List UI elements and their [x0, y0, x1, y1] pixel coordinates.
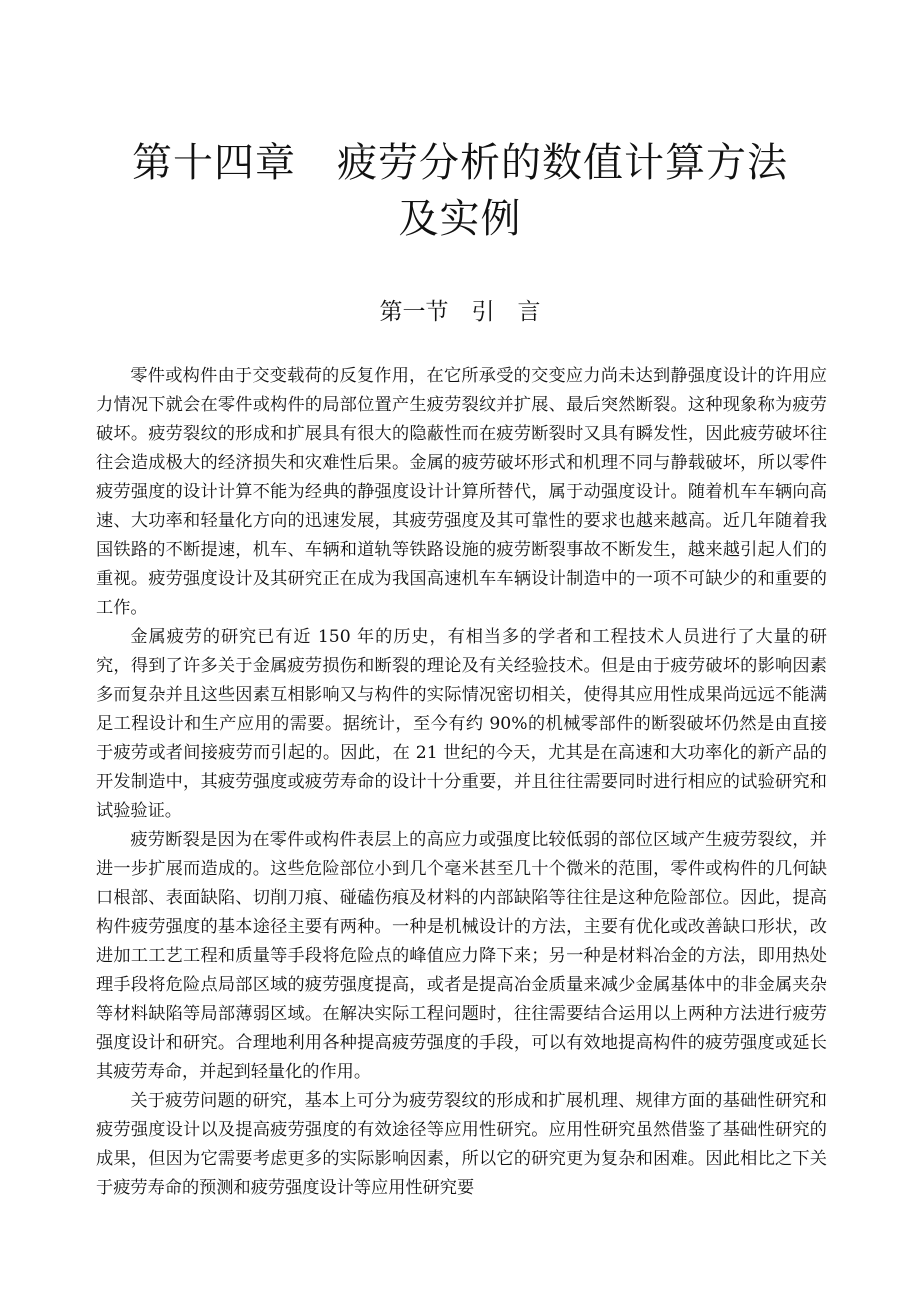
section-title: 第一节 引 言: [379, 299, 541, 325]
chapter-title: [100, 135, 820, 247]
body-text: [96, 362, 827, 1203]
paragraph-1: 零件或构件由于交变载荷的反复作用，在它所承受的交变应力尚未达到静强度设计的许用应力情况下就会在零件或构件的局部位置产生疲劳裂纹并扩展、最后突然断裂。这种现象称为疲劳破坏。疲劳裂纹的形成和扩展具有很大的隐蔽性而在疲劳断裂时又具有瞬发性，因此疲劳破坏往往会造成极大的经济损失和灾难性后果。金属的疲劳破坏形式和机理不同与静载破坏，所以零件疲劳强度的设计计算不能为经典的静强度设计计算所替代，属于动强度设计。随着机车车辆向高速、大功率和轻量化方向的迅速发展，其疲劳强度及其可靠性的要求也越来越高。近几年随着我国铁路的不断提速，机车、车辆和道轨等铁路设施的疲劳断裂事故不断发生，越来越引起人们的重视。疲劳强度设计及其研究正在成为我国高速机车车辆设计制造中的一项不可缺少的和重要的工作。: [96, 366, 827, 618]
paragraph-4: 关于疲劳问题的研究，基本上可分为疲劳裂纹的形成和扩展机理、规律方面的基础性研究和疲劳强度设计以及提高疲劳强度的有效途径等应用性研究。应用性研究虽然借鉴了基础性研究的成果，但因为它需要考虑更多的实际影响因素，所以它的研究更为复杂和困难。因此相比之下关于疲劳寿命的预测和疲劳强度设计等应用性研究要: [96, 1091, 827, 1198]
chapter-title-line-1: 第十四章 疲劳分析的数值计算方法: [132, 140, 788, 186]
paragraph-2: 金属疲劳的研究已有近 150 年的历史，有相当多的学者和工程技术人员进行了大量的研究，得到了许多关于金属疲劳损伤和断裂的理论及有关经验技术。但是由于疲劳破坏的影响因素多而复杂并且这些因素互相影响又与构件的实际情况密切相关，使得其应用性成果尚远远不能满足工程设计和生产应用的需要。据统计，至今有约 90%的机械零部件的断裂破坏仍然是由直接于疲劳或者间接疲劳而引起的。因此，在 21 世纪的今天，尤其是在高速和大功率化的新产品的开发制造中，其疲劳强度或疲劳寿命的设计十分重要，并且往往需要同时进行相应的试验研究和试验验证。: [96, 627, 827, 821]
chapter-title-line-2: 及实例: [398, 196, 522, 242]
paragraph-3: 疲劳断裂是因为在零件或构件表层上的高应力或强度比较低弱的部位区域产生疲劳裂纹，并进一步扩展而造成的。这些危险部位小到几个毫米甚至几十个微米的范围，零件或构件的几何缺口根部、表面缺陷、切削刀痕、碰磕伤痕及材料的内部缺陷等往往是这种危险部位。因此，提高构件疲劳强度的基本途径主要有两种。一种是机械设计的方法，主要有优化或改善缺口形状，改进加工工艺工程和质量等手段将危险点的峰值应力降下来；另一种是材料冶金的方法，即用热处理手段将危险点局部区域的疲劳强度提高，或者是提高冶金质量来减少金属基体中的非金属夹杂等材料缺陷等局部薄弱区域。在解决实际工程问题时，往往需要结合运用以上两种方法进行疲劳强度设计和研究。合理地利用各种提高疲劳强度的手段，可以有效地提高构件的疲劳强度或延长其疲劳寿命，并起到轻量化的作用。: [96, 830, 827, 1082]
